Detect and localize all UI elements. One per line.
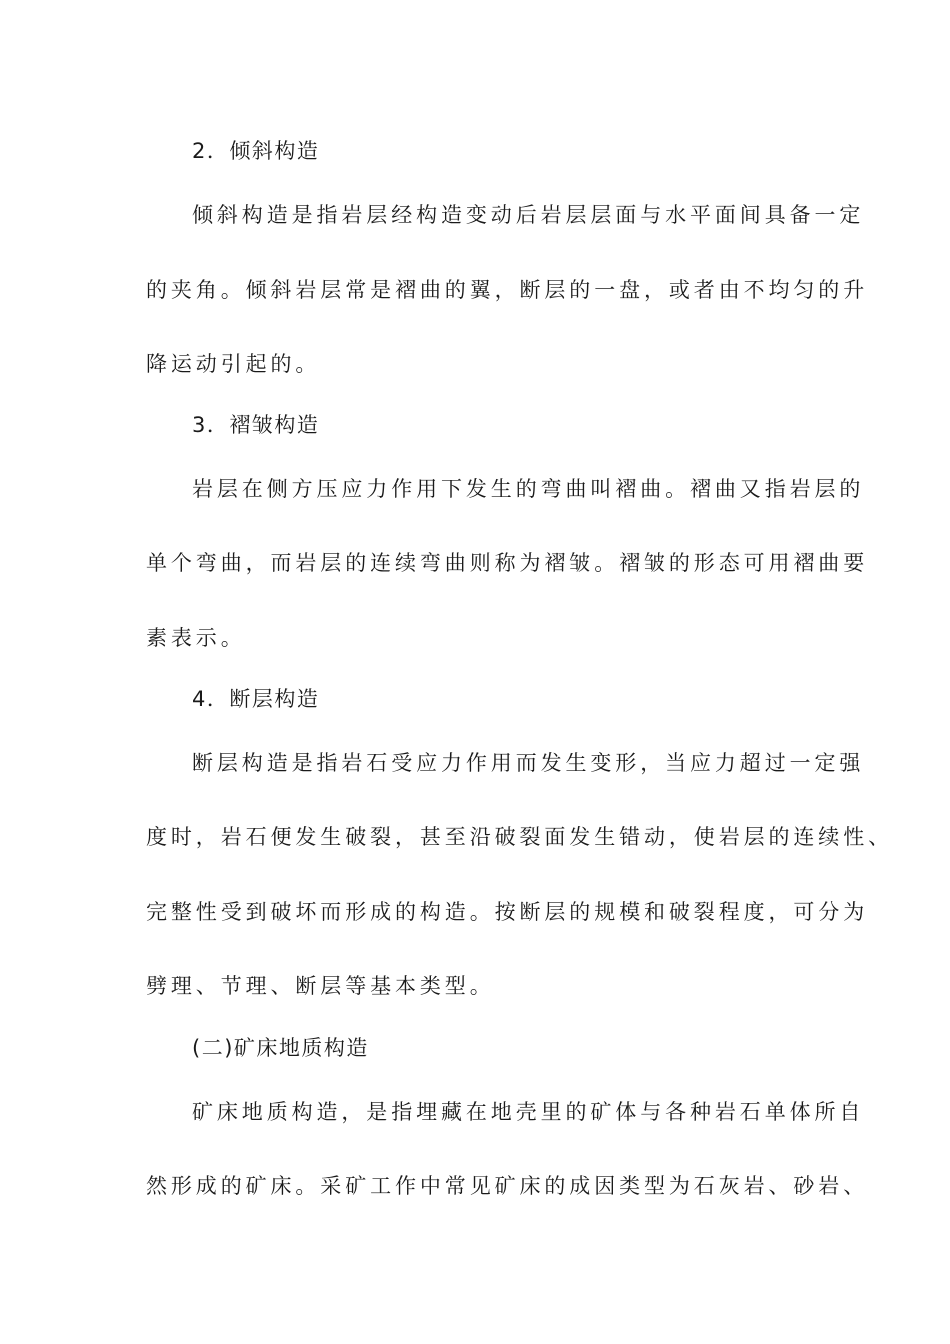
- heading-fold-structure: 3．褶皱构造: [192, 413, 320, 437]
- paragraph-line: 度时，岩石便发生破裂，甚至沿破裂面发生错动，使岩层的连续性、: [146, 825, 893, 849]
- paragraph-line: 降运动引起的。: [146, 352, 321, 376]
- paragraph-line: 素表示。: [146, 626, 246, 650]
- paragraph-line: 矿床地质构造，是指埋藏在地壳里的矿体与各种岩石单体所自: [192, 1100, 865, 1124]
- paragraph-line: 岩层在侧方压应力作用下发生的弯曲叫褶曲。褶曲又指岩层的: [192, 477, 865, 501]
- heading-deposit-structure: (二)矿床地质构造: [192, 1036, 369, 1060]
- paragraph-line: 然形成的矿床。采矿工作中常见矿床的成因类型为石灰岩、砂岩、: [146, 1174, 869, 1198]
- heading-inclined-structure: 2．倾斜构造: [192, 139, 320, 163]
- paragraph-line: 倾斜构造是指岩层经构造变动后岩层层面与水平面间具备一定: [192, 203, 865, 227]
- paragraph-line: 劈理、节理、断层等基本类型。: [146, 974, 495, 998]
- paragraph-line: 完整性受到破坏而形成的构造。按断层的规模和破裂程度，可分为: [146, 900, 869, 924]
- paragraph-line: 的夹角。倾斜岩层常是褶曲的翼，断层的一盘，或者由不均匀的升: [146, 278, 869, 302]
- heading-fault-structure: 4．断层构造: [192, 687, 320, 711]
- paragraph-line: 断层构造是指岩石受应力作用而发生变形，当应力超过一定强: [192, 751, 865, 775]
- paragraph-line: 单个弯曲，而岩层的连续弯曲则称为褶皱。褶皱的形态可用褶曲要: [146, 551, 869, 575]
